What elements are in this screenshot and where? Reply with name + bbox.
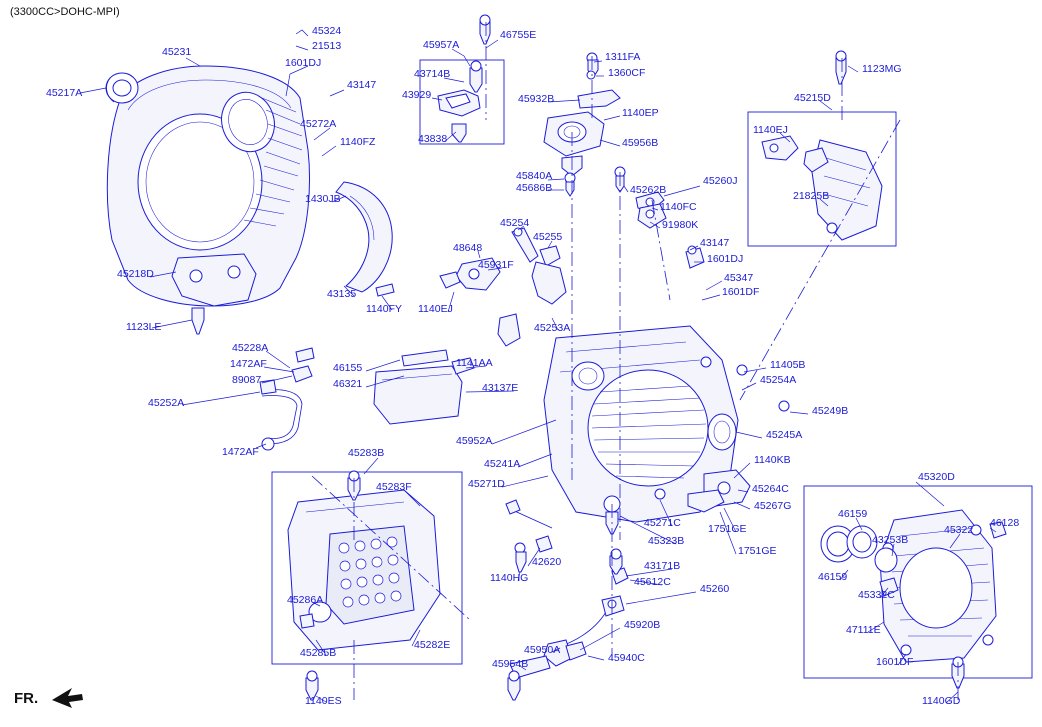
part-label-43137E: 43137E bbox=[482, 382, 519, 394]
bell-housing-group bbox=[106, 66, 310, 334]
part-label-45271C: 45271C bbox=[644, 517, 681, 529]
part-label-1141AA: 1141AA bbox=[456, 357, 493, 369]
part-label-45218D: 45218D bbox=[117, 268, 154, 280]
part-label-42620: 42620 bbox=[532, 556, 562, 568]
part-label-43171B: 43171B bbox=[644, 560, 681, 572]
part-label-43714B: 43714B bbox=[414, 68, 451, 80]
part-label-1140GD: 1140GD bbox=[922, 695, 961, 707]
part-label-45957A: 45957A bbox=[423, 39, 460, 51]
part-label-45283F: 45283F bbox=[376, 481, 412, 493]
part-label-45262B: 45262B bbox=[630, 184, 667, 196]
part-label-45252A: 45252A bbox=[148, 397, 185, 409]
mount-bracket-45215D bbox=[748, 51, 896, 246]
part-label-46159-b: 46159 bbox=[818, 571, 848, 583]
part-label-1751GE-b: 1751GE bbox=[738, 545, 777, 557]
part-label-45283B: 45283B bbox=[348, 447, 385, 459]
part-label-45332C: 45332C bbox=[858, 589, 895, 601]
part-label-1601DF-b: 1601DF bbox=[876, 656, 914, 668]
part-label-89087: 89087 bbox=[232, 374, 262, 386]
oil-pan-box bbox=[272, 471, 462, 700]
part-label-45840A: 45840A bbox=[516, 170, 553, 182]
part-label-43147: 43147 bbox=[347, 79, 377, 91]
part-label-48648: 48648 bbox=[453, 242, 483, 254]
part-label-46321: 46321 bbox=[333, 378, 363, 390]
dust-cover-43135 bbox=[336, 182, 394, 296]
part-label-45255: 45255 bbox=[533, 231, 563, 243]
part-label-45686B: 45686B bbox=[516, 182, 553, 194]
part-label-1140KB: 1140KB bbox=[754, 454, 791, 466]
part-label-1123LE: 1123LE bbox=[126, 321, 162, 333]
part-label-45286A: 45286A bbox=[287, 594, 324, 606]
part-label-45253A: 45253A bbox=[534, 322, 571, 334]
part-label-1472AF-b: 1472AF bbox=[222, 446, 259, 458]
part-label-45932B: 45932B bbox=[518, 93, 555, 105]
part-label-45245A: 45245A bbox=[766, 429, 803, 441]
part-label-45260: 45260 bbox=[700, 583, 730, 595]
part-label-1751GE: 1751GE bbox=[708, 523, 747, 535]
part-label-45931F: 45931F bbox=[478, 259, 514, 271]
part-label-45950A: 45950A bbox=[524, 644, 561, 656]
part-label-91980K: 91980K bbox=[662, 219, 699, 231]
part-label-45254A: 45254A bbox=[760, 374, 797, 386]
part-label-45954B: 45954B bbox=[492, 658, 529, 670]
part-label-46128: 46128 bbox=[990, 517, 1020, 529]
part-label-45217A: 45217A bbox=[46, 87, 83, 99]
part-label-43838: 43838 bbox=[418, 133, 448, 145]
part-label-11405B: 11405B bbox=[770, 359, 806, 371]
part-label-45323B: 45323B bbox=[648, 535, 685, 547]
part-label-21513: 21513 bbox=[312, 40, 342, 52]
part-label-1601DJ: 1601DJ bbox=[285, 57, 322, 69]
part-label-45612C: 45612C bbox=[634, 576, 671, 588]
part-label-45228A: 45228A bbox=[232, 342, 269, 354]
part-label-45241A: 45241A bbox=[484, 458, 521, 470]
part-label-1360CF: 1360CF bbox=[608, 67, 646, 79]
part-label-46155: 46155 bbox=[333, 362, 363, 374]
part-label-45271D: 45271D bbox=[468, 478, 505, 490]
transmission-case-main bbox=[544, 326, 792, 534]
part-label-21825B: 21825B bbox=[793, 190, 830, 202]
part-label-1140EJ: 1140EJ bbox=[418, 303, 453, 315]
part-label-43135: 43135 bbox=[327, 288, 357, 300]
part-label-1430JB: 1430JB bbox=[305, 193, 341, 205]
part-label-47111E: 47111E bbox=[846, 624, 881, 636]
part-label-1472AF: 1472AF bbox=[230, 358, 267, 370]
part-label-1311FA: 1311FA bbox=[605, 51, 641, 63]
page-title: (3300CC>DOHC-MPI) bbox=[10, 6, 120, 18]
part-label-1140EP: 1140EP bbox=[622, 107, 659, 119]
part-label-1140FY: 1140FY bbox=[366, 303, 402, 315]
part-label-45249B: 45249B bbox=[812, 405, 849, 417]
part-label-1601DJ-b: 1601DJ bbox=[707, 253, 744, 265]
part-label-46755E: 46755E bbox=[500, 29, 537, 41]
part-label-45254: 45254 bbox=[500, 217, 530, 229]
part-label-1140ES: 1140ES bbox=[305, 695, 342, 707]
fr-label: FR. bbox=[14, 690, 39, 707]
part-label-1140EJ-b: 1140EJ bbox=[753, 124, 788, 136]
part-label-43253B: 43253B bbox=[872, 534, 909, 546]
part-label-1601DF: 1601DF bbox=[722, 286, 760, 298]
part-label-43147-b: 43147 bbox=[700, 237, 730, 249]
part-label-45920B: 45920B bbox=[624, 619, 661, 631]
part-label-45285B: 45285B bbox=[300, 647, 337, 659]
part-label-45952A: 45952A bbox=[456, 435, 493, 447]
part-label-45264C: 45264C bbox=[752, 483, 789, 495]
part-label-46159: 46159 bbox=[838, 508, 868, 520]
part-label-45282E: 45282E bbox=[414, 639, 451, 651]
top-fasteners bbox=[480, 15, 490, 44]
part-label-1140FC: 1140FC bbox=[660, 201, 697, 213]
part-label-45324: 45324 bbox=[312, 25, 342, 37]
part-label-1123MG: 1123MG bbox=[862, 63, 902, 75]
part-label-45231: 45231 bbox=[162, 46, 192, 58]
part-label-45272A: 45272A bbox=[300, 118, 337, 130]
part-label-1140HG: 1140HG bbox=[490, 572, 529, 584]
part-label-1140FZ: 1140FZ bbox=[340, 136, 376, 148]
part-label-45320D: 45320D bbox=[918, 471, 955, 483]
part-label-45322: 45322 bbox=[944, 524, 974, 536]
part-label-45956B: 45956B bbox=[622, 137, 659, 149]
part-label-45267G: 45267G bbox=[754, 500, 792, 512]
part-label-45260J: 45260J bbox=[703, 175, 738, 187]
part-label-45347: 45347 bbox=[724, 272, 754, 284]
fr-arrow bbox=[52, 688, 83, 708]
breather-tube-45252A bbox=[260, 348, 314, 450]
part-label-43929: 43929 bbox=[402, 89, 432, 101]
part-label-45940C: 45940C bbox=[608, 652, 645, 664]
part-label-45215D: 45215D bbox=[794, 92, 831, 104]
